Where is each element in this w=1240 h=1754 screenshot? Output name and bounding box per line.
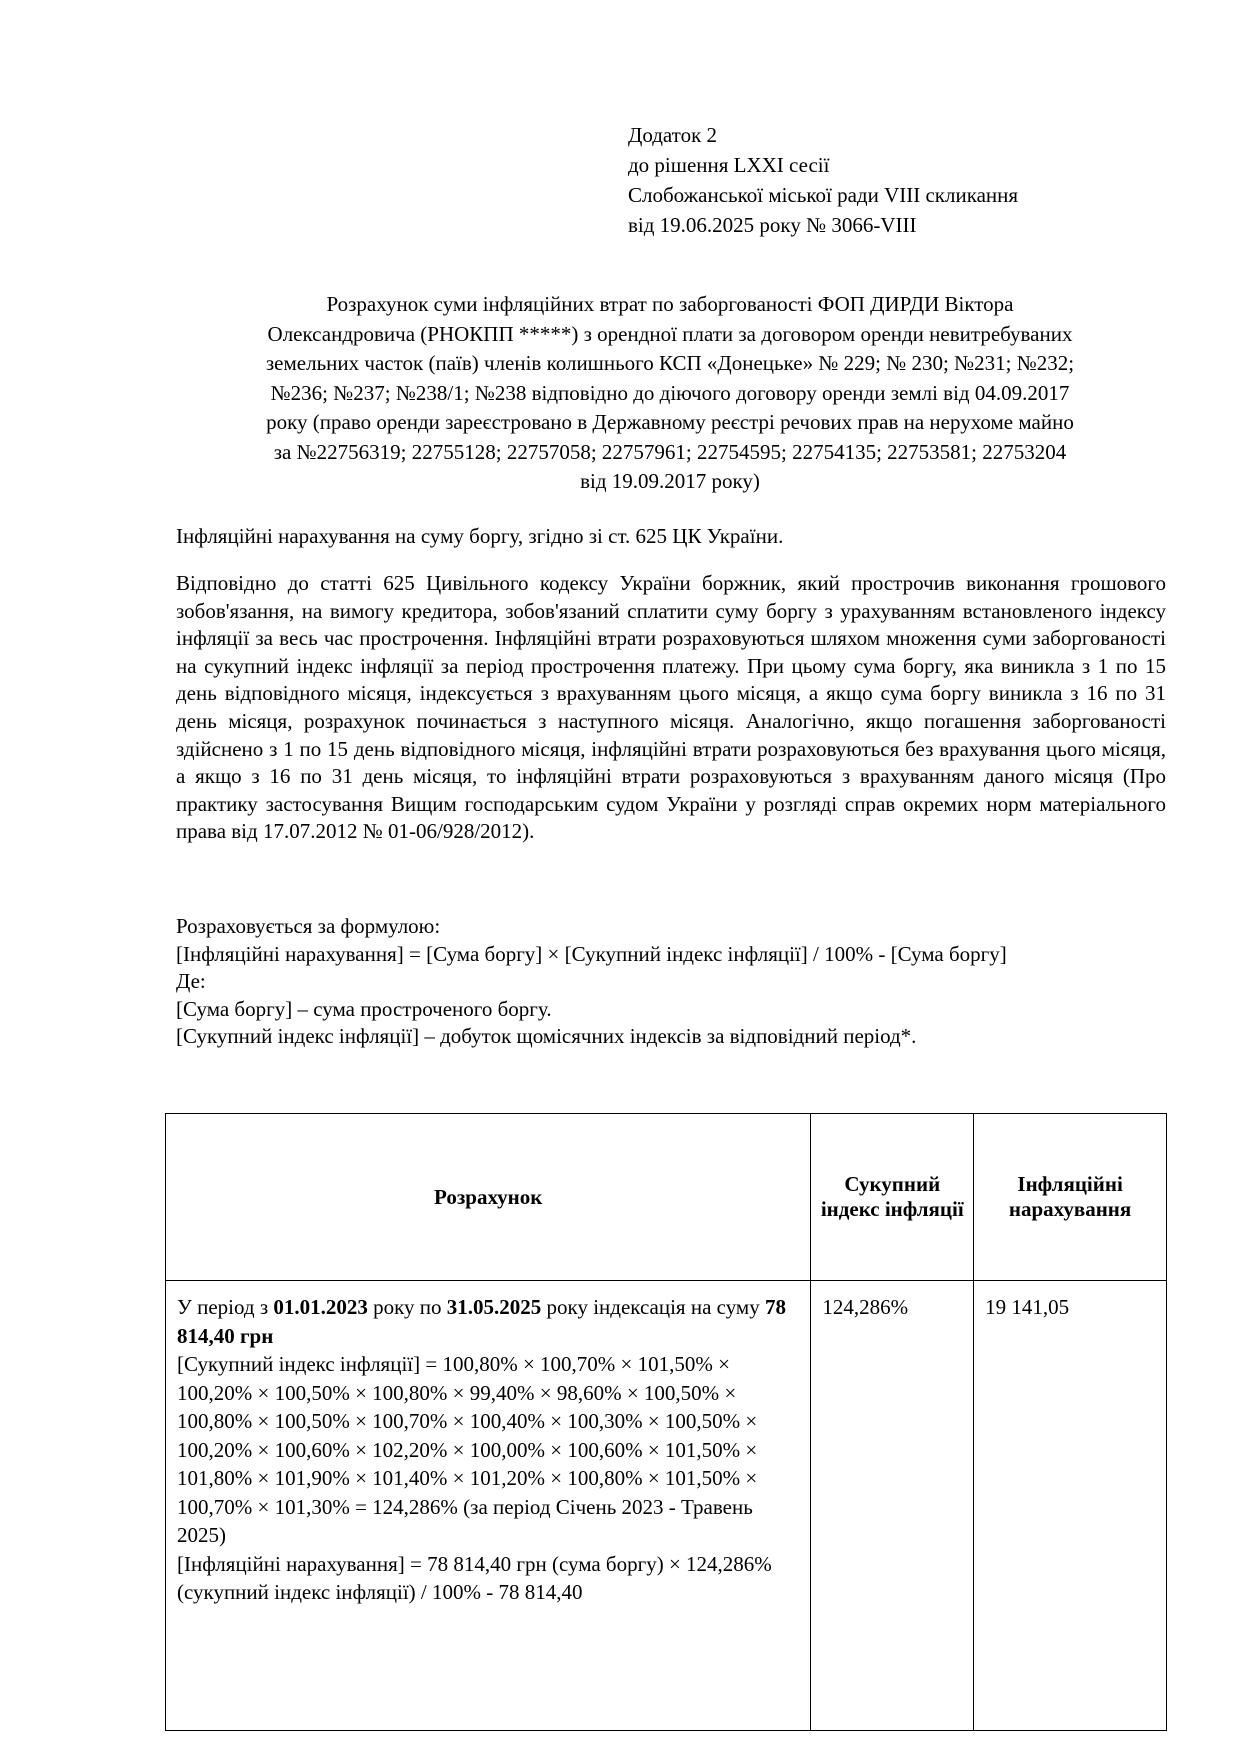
period-text-3: року індексація на суму — [541, 1295, 765, 1319]
legal-paragraph: Відповідно до статті 625 Цивільного кодексу України боржник, який прострочив виконання грошового зобов'язання, на вимогу кредитора, зобов'язаний сплатити суму боргу з урахуванням встановленого індексу інфляції за весь час прострочення. Інфляційні втрати розраховуються шляхом множення суми заборгованості на сукупний індекс інфляції за період прострочення платежу. При цьому сума боргу, яка виникла з 1 по 15 день відповідного місяця, індексується з врахуванням цього місяця, а якщо сума боргу виникла з 16 по 31 день місяця, розрахунок починається з наступного місяця. Аналогічно, якщо погашення заборгованості здійснено з 1 по 15 день відповідного місяця, інфляційні втрати розраховуються без врахування цього місяця, а якщо з 16 по 31 день місяця, то інфляційні втрати розраховуються з врахуванням даного місяця (Про практику застосування Вищим господарським судом України у розгляді справ окремих норм матеріального права від 17.07.2012 № 01-06/928/2012). — [176, 571, 1166, 844]
appendix-line-1: Додаток 2 — [628, 123, 718, 147]
debt-amount: 78 814,40 грн — [177, 1295, 786, 1348]
calculation-cell — [166, 1281, 811, 1731]
index-formula: [Сукупний індекс інфляції] = 100,80% × 100,70% × 101,50% × 100,20% × 100,50% × 100,80% × 99,40% × 98,60% × 100,50% × 100,80% × 100,50% × 100,70% × 100,40% × 100,30% × 100,50% × 100,20% × 100,60% × 102,20% × 100,00% × 100,60% × 101,50% × 101,80% × 101,90% × 101,40% × 101,20% × 100,80% × 101,50% × 100,70% × 101,30% = 124,286% (за період Січень 2023 - Травень 2025) — [177, 1352, 758, 1547]
formula-intro: Розраховується за формулою: — [176, 914, 441, 938]
formula-where: Де: — [176, 969, 206, 994]
header-inflation-charges: Інфляційні нарахування — [974, 1114, 1167, 1281]
section-subtitle: Інфляційні нарахування на суму боргу, згідно зі ст. 625 ЦК України. — [176, 524, 784, 548]
title-line-1: Розрахунок суми інфляційних втрат по заборгованості ФОП ДИРДИ Віктора — [326, 292, 1014, 316]
formula-definition-debt: [Сума боргу] – сума простроченого боргу. — [176, 996, 552, 1021]
title-line-5: року (право оренди зареєстровано в Державному реєстрі речових прав на нерухоме майно — [266, 410, 1074, 434]
title-line-7: від 19.09.2017 року) — [580, 469, 760, 493]
appendix-header — [628, 120, 1018, 240]
title-line-6: за №22756319; 22755128; 22757058; 22757961; 22754595; 22754135; 22753581; 22753204 — [273, 439, 1067, 464]
calculation-table — [165, 1113, 1167, 1731]
title-line-3: земельних часток (паїв) членів колишнього КСП «Донецьке» № 229; № 230; №231; №232; — [265, 351, 1075, 375]
period-description — [177, 1293, 800, 1350]
period-date-to: 31.05.2025 — [446, 1295, 542, 1319]
formula-expression: [Інфляційні нарахування] = [Сума боргу] × [Сукупний індекс інфляції] / 100% - [Сума боргу] — [176, 941, 1007, 966]
formula-block — [176, 913, 1166, 1051]
charges-formula: [Інфляційні нарахування] = 78 814,40 грн (сума боргу) × 124,286% (сукупний індекс інфляції) / 100% - 78 814,40 — [177, 1551, 772, 1604]
title-line-4: №236; №237; №238/1; №238 відповідно до діючого договору оренди землі від 04.09.2017 — [270, 380, 1070, 405]
appendix-line-2: до рішення LXXI сесії — [628, 153, 830, 177]
period-text-1: У період з — [177, 1295, 274, 1319]
inflation-charges-value: 19 141,05 — [974, 1281, 1167, 1731]
header-cumulative-index: Сукупний індекс інфляції — [811, 1114, 974, 1281]
appendix-line-3: Слобожанської міської ради VIII скликання — [628, 183, 1019, 207]
table-row — [166, 1281, 1167, 1731]
appendix-line-4: від 19.06.2025 року № 3066-VIII — [628, 213, 917, 237]
period-text-2: року по — [367, 1295, 447, 1319]
header-calculation: Розрахунок — [166, 1114, 811, 1281]
document-title — [176, 290, 1164, 497]
title-line-2: Олександровича (РНОКПП *****) з орендної плати за договором оренди невитребуваних — [267, 321, 1073, 346]
period-date-from: 01.01.2023 — [273, 1295, 368, 1319]
formula-definition-index: [Сукупний індекс інфляції] – добуток щомісячних індексів за відповідний період*. — [176, 1024, 917, 1049]
cumulative-index-value: 124,286% — [811, 1281, 974, 1731]
table-header-row — [166, 1114, 1167, 1281]
